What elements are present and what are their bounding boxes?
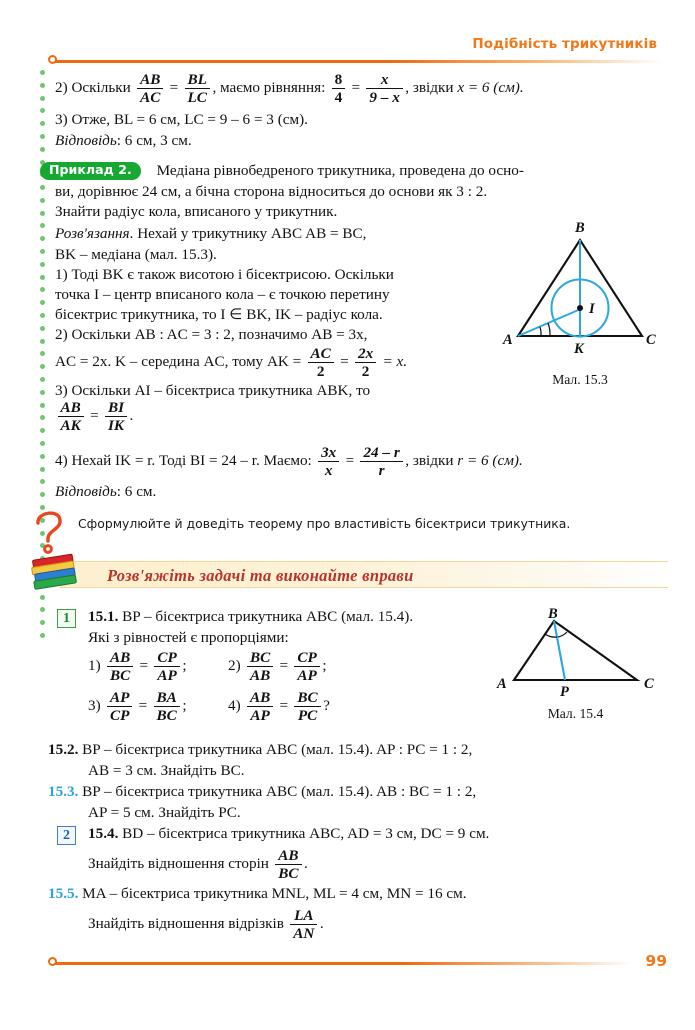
exercise-15-4-text1: BD – бісектриса трикутника ABC, AD = 3 см, DC = 9 см. bbox=[122, 825, 490, 842]
example2-solution-line1 bbox=[55, 224, 366, 245]
fraction-ab-bc-2: $\frac{AB}{BC}$ bbox=[275, 848, 301, 882]
angle-arc-b1 bbox=[545, 634, 557, 637]
label-p: P bbox=[560, 684, 569, 700]
equals-sign-o1: = bbox=[139, 657, 149, 675]
fraction-bi-ik: $\frac{BI}{IK}$ bbox=[105, 400, 127, 434]
example2-step4 bbox=[55, 445, 685, 479]
answer-label: Відповідь bbox=[55, 132, 117, 149]
label-c-2: C bbox=[644, 676, 654, 692]
example2-step3-equation bbox=[55, 400, 133, 434]
option-4-end: ? bbox=[323, 697, 330, 715]
exercise-15-2-line2: AB = 3 см. Знайдіть BC. bbox=[88, 762, 245, 779]
angle-arc-a1 bbox=[540, 327, 541, 336]
figure-15-4-svg bbox=[492, 608, 667, 700]
exercise-15-4-number: 15.4. bbox=[88, 825, 119, 842]
exercise-15-3-line1 bbox=[48, 782, 476, 803]
fraction-cp-ap-2: $\frac{CP}{AP}$ bbox=[294, 650, 319, 684]
label-a-2: A bbox=[497, 676, 507, 692]
example2-statement-line2: ви, дорівнює 24 см, а бічна сторона відноситься до основи як 3 : 2. bbox=[55, 183, 488, 200]
angle-arc-b2 bbox=[558, 632, 567, 637]
exercise-15-4-period: . bbox=[304, 855, 308, 873]
figure-15-3 bbox=[500, 218, 660, 388]
fraction-bl-lc: $\frac{BL}{LC}$ bbox=[185, 72, 210, 106]
step2-text-b: , маємо рівняння: bbox=[212, 79, 326, 97]
level-badge-2: 2 bbox=[57, 826, 76, 845]
example2-answer bbox=[55, 482, 156, 503]
option-2-label: 2) bbox=[228, 657, 241, 675]
exercise-15-1-option-2 bbox=[228, 650, 327, 684]
period: . bbox=[129, 407, 134, 425]
fraction-ab-ap: $\frac{AB}{AP}$ bbox=[247, 690, 273, 724]
equals-sign-4: = bbox=[90, 407, 99, 425]
fraction-la-an: $\frac{LA}{AN}$ bbox=[290, 908, 317, 942]
step2-result: x = 6 (см). bbox=[457, 79, 524, 97]
prompt-text: Сформулюйте й доведіть теорему про властивість бісектриси трикутника. bbox=[78, 516, 571, 531]
step4-text: 4) Нехай IK = r. Тоді BI = 24 – r. Маємо: bbox=[55, 452, 312, 470]
equals-sign-o2: = bbox=[279, 657, 289, 675]
chapter-title: Подібність трикутників bbox=[472, 36, 657, 52]
incenter-point-i bbox=[577, 305, 583, 311]
bisector-bp bbox=[554, 621, 565, 680]
option-4-label: 4) bbox=[228, 697, 241, 715]
triangle-abc-2 bbox=[514, 621, 637, 680]
example2-step2-line2 bbox=[55, 346, 407, 380]
exercise-15-3-text1: BP – бісектриса трикутника ABC (мал. 15.4). AB : BC = 1 : 2, bbox=[82, 783, 477, 800]
equals-sign-3: = bbox=[340, 353, 349, 371]
example2-step1-line3: бісектрис трикутника, то I ∈ BK, IK – радіус кола. bbox=[55, 306, 383, 323]
figure-15-4-caption: Мал. 15.4 bbox=[547, 706, 604, 721]
exercise-15-1-line2: Які з рівностей є пропорціями: bbox=[88, 629, 289, 646]
equals-sign: = bbox=[169, 79, 179, 97]
fraction-bc-pc: $\frac{BC}{PC}$ bbox=[294, 690, 320, 724]
fraction-x-9minusx: $\frac{x}{9 - x}$ bbox=[366, 72, 402, 106]
page-number: 99 bbox=[645, 952, 667, 970]
exercise-15-4-line2 bbox=[88, 848, 308, 882]
exercise-15-4-text2: Знайдіть відношення сторін bbox=[88, 855, 269, 873]
label-c: C bbox=[646, 332, 656, 348]
exercise-15-5-text1: MA – бісектриса трикутника MNL, ML = 4 см, MN = 16 см. bbox=[82, 885, 467, 902]
exercise-15-1-line1 bbox=[88, 607, 413, 628]
exercise-15-5-number: 15.5. bbox=[48, 885, 79, 902]
exercise-15-2-text1: BP – бісектриса трикутника ABC (мал. 15.4). AP : PC = 1 : 2, bbox=[82, 741, 473, 758]
solution-label: Розв'язання bbox=[55, 225, 130, 242]
label-i: I bbox=[589, 301, 595, 317]
example2-badge: Приклад 2. bbox=[40, 162, 141, 181]
exercise-15-2-number: 15.2. bbox=[48, 741, 79, 758]
fraction-ba-bc: $\frac{BA}{BC}$ bbox=[154, 690, 180, 724]
answer2-label: Відповідь bbox=[55, 483, 117, 500]
fraction-bc-ab: $\frac{BC}{AB}$ bbox=[247, 650, 273, 684]
step2-line2-text: AC = 2x. K – середина AC, тому AK = bbox=[55, 353, 302, 371]
figure-15-4 bbox=[492, 608, 667, 722]
exercise-15-5-line1 bbox=[48, 884, 467, 905]
label-a: A bbox=[503, 332, 513, 348]
answer2-value: : 6 см. bbox=[116, 483, 157, 500]
exercise-15-2-line1 bbox=[48, 740, 472, 761]
label-b: B bbox=[575, 220, 585, 236]
level-badge-1: 1 bbox=[57, 609, 76, 628]
angle-arc-a2 bbox=[548, 323, 550, 336]
question-mark-icon bbox=[28, 506, 70, 556]
solution-answer-1 bbox=[55, 131, 192, 152]
fraction-ac-2: $\frac{AC}{2}$ bbox=[308, 346, 334, 380]
example2-heading-line bbox=[40, 161, 670, 182]
footer-rule bbox=[55, 962, 633, 965]
tasks-banner-text: Розв'яжіть задачі та виконайте вправи bbox=[107, 566, 414, 585]
solution-step-2 bbox=[55, 72, 675, 106]
option-2-end: ; bbox=[322, 657, 327, 675]
step2-result-x: = x. bbox=[382, 353, 408, 371]
step2-text-a: 2) Оскільки bbox=[55, 79, 131, 97]
exercise-15-5-period: . bbox=[319, 915, 324, 933]
example2-step1-line1: 1) Тоді BK є також висотою і бісектрисою. Оскільки bbox=[55, 266, 394, 283]
exercise-15-1-option-3 bbox=[88, 690, 187, 724]
fraction-24minusr-r: $\frac{24 - r}{r}$ bbox=[360, 445, 402, 479]
option-1-end: ; bbox=[182, 657, 187, 675]
fraction-8-4: $\frac{8}{4}$ bbox=[332, 72, 346, 106]
fraction-ap-cp: $\frac{AP}{CP}$ bbox=[107, 690, 132, 724]
equals-sign-2: = bbox=[351, 79, 361, 97]
books-stack-icon bbox=[28, 552, 82, 598]
fraction-2x-2: $\frac{2x}{2}$ bbox=[355, 346, 376, 380]
exercise-15-3-line2: AP = 5 см. Знайдіть PC. bbox=[88, 804, 241, 821]
solution-step-3: 3) Отже, BL = 6 см, LC = 9 – 6 = 3 (см). bbox=[55, 111, 308, 128]
example2-solution-line2: BK – медіана (мал. 15.3). bbox=[55, 246, 217, 263]
fraction-3x-x: $\frac{3x}{x}$ bbox=[318, 445, 339, 479]
equals-sign-o3: = bbox=[138, 697, 148, 715]
fraction-ab-bc: $\frac{AB}{BC}$ bbox=[107, 650, 133, 684]
exercise-15-3-number: 15.3. bbox=[48, 783, 79, 800]
page-header bbox=[0, 36, 695, 66]
answer-value: : 6 см, 3 см. bbox=[116, 132, 192, 149]
example2-statement-line1: Медіана рівнобедреного трикутника, проведена до осно- bbox=[156, 162, 524, 179]
option-3-end: ; bbox=[182, 697, 187, 715]
think-prompt bbox=[28, 506, 668, 558]
footer-bullet-icon bbox=[48, 957, 57, 966]
exercise-15-5-text2: Знайдіть відношення відрізків bbox=[88, 915, 284, 933]
exercise-15-4-line1 bbox=[88, 824, 489, 845]
exercise-15-5-line2 bbox=[88, 908, 324, 942]
label-b-2: B bbox=[548, 608, 558, 622]
equals-sign-o4: = bbox=[279, 697, 289, 715]
tasks-banner bbox=[60, 561, 668, 588]
header-bullet-icon bbox=[48, 55, 57, 64]
figure-15-3-svg bbox=[500, 218, 660, 366]
example2-step2-line1: 2) Оскільки AB : AC = 3 : 2, позначимо AB = 3x, bbox=[55, 326, 368, 343]
fraction-ab-ak: $\frac{AB}{AK}$ bbox=[58, 400, 84, 434]
option-3-label: 3) bbox=[88, 697, 101, 715]
exercise-15-1-option-1 bbox=[88, 650, 187, 684]
exercise-15-1-option-4 bbox=[228, 690, 330, 724]
label-k: K bbox=[574, 341, 584, 357]
solution-line1-rest: . Нехай у трикутнику ABC AB = BC, bbox=[129, 225, 367, 242]
step2-text-c: , звідки bbox=[405, 79, 454, 97]
exercise-15-1-number: 15.1. bbox=[88, 608, 119, 625]
option-1-label: 1) bbox=[88, 657, 101, 675]
example2-statement-line3: Знайти радіус кола, вписаного у трикутник. bbox=[55, 203, 338, 220]
example2-step3-line1: 3) Оскільки AI – бісектриса трикутника ABK, то bbox=[55, 382, 371, 399]
equals-sign-5: = bbox=[345, 452, 355, 470]
fraction-ab-ac: $\frac{AB}{AC}$ bbox=[137, 72, 163, 106]
step4-result: r = 6 (см). bbox=[457, 452, 523, 470]
figure-15-3-caption: Мал. 15.3 bbox=[552, 372, 608, 387]
step4-text-b: , звідки bbox=[405, 452, 454, 470]
exercise-15-1-text: BP – бісектриса трикутника ABC (мал. 15.4). bbox=[122, 608, 414, 625]
example2-step1-line2: точка I – центр вписаного кола – є точкою перетину bbox=[55, 286, 390, 303]
header-rule bbox=[55, 60, 663, 63]
fraction-cp-ap: $\frac{CP}{AP}$ bbox=[154, 650, 179, 684]
